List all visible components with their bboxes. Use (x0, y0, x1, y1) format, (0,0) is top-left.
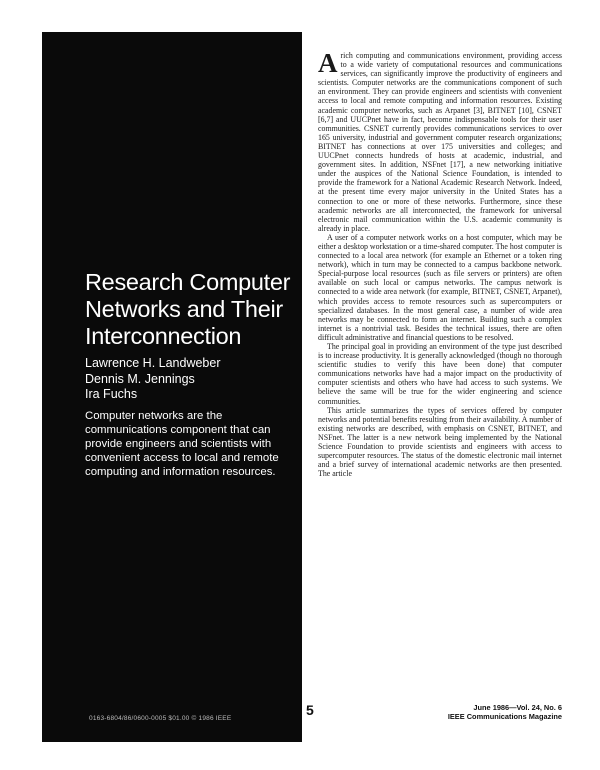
author-list (85, 356, 221, 403)
magazine-name: IEEE Communications Magazine (447, 712, 562, 721)
article-body (318, 48, 562, 479)
article-title: Research Computer Networks and Their Interconnection (85, 269, 291, 349)
drop-cap: A (318, 48, 338, 78)
paragraph: This article summarizes the types of services offered by computer networks and potential benefits resulting from their availability. A number of existing networks are described, with emphasis on CSNET, BITNET, and NSFnet. The latter is a new network being implemented by the National Science Foundation to provide scientists and engineers with access to supercomputer resources. The status of the domestic electronic mail internet and a brief survey of international academic networks are then presented. The article (318, 405, 562, 479)
copyright-code: 0163-6804/86/0600-0005 $01.00 © 1986 IEEE (89, 715, 232, 722)
author-name: Ira Fuchs (85, 387, 138, 401)
paragraph: A user of a computer network works on a host computer, which may be either a desktop workstation or a time-shared computer. The host computer is connected to a local area network (for example an Ethernet or a token ring network), which in turn may be connected to a campus backbone network. Special-purpose local resources (such as file servers or printers) are often available on such local or campus networks. The campus network is connected to a wide area network (for example, BITNET, CSNET, Arpanet), which provides access to remote resources such as supercomputers or specialized databases. In the most general case, a number of wide area networks may be connected to form an internet. Building such a complex internet is a nontrivial task. Besides the technical issues, there are often difficult administrative and financial questions to be resolved. (318, 232, 562, 342)
issue-info: June 1986—Vol. 24, No. 6 (473, 703, 562, 712)
page-number: 5 (306, 702, 314, 718)
author-name: Dennis M. Jennings (85, 371, 195, 386)
journal-footer (448, 703, 562, 721)
paragraph: The principal goal in providing an environment of the type just described is to increase productivity. It is generally acknowledged (though no thorough scientific studies to verify this have been done) that computer communications networks have had a major impact on the productivity of computer scientists and others who have had access to such systems. We believe the same will be true for the wider engineering and science communities. (318, 342, 562, 406)
title-panel (42, 32, 302, 742)
paragraph-text: rich computing and communications environment, providing access to a wide variety of computational resources and communications services, can significantly improve the productivity of engineers and scientists. Computer networks are the communications component of such an environment. They can provide engineers and scientists with convenient access to local and remote computing and information resources. Existing academic computer networks, such as Arpanet [3], BITNET [10], CSNET [6,7] and UUCPnet have in fact, become indispensable tools for their user communities. CSNET currently provides communications services to over 165 university, industrial and government computer research organizations; BITNET has connections at over 175 universities and colleges; and UUCPnet connects hundreds of hosts at academic, industrial, and government sites. In addition, NSFnet [17], a new networking initiative under the auspices of the National Science Foundation, is intended to provide the framework for a National Academic Research Network. Indeed, at the present time every major university in the United States has a connection to one or more of these networks. Furthermore, since these academic networks are all interconnected, the framework for universal electronic mail communication within the U.S. academic community is already in place. (318, 51, 562, 233)
paragraph (318, 48, 562, 233)
author-name: Lawrence H. Landweber (85, 356, 221, 370)
article-abstract: Computer networks are the communications component that can provide engineers and scientists with convenient access to local and remote computing and information resources. (85, 410, 279, 478)
